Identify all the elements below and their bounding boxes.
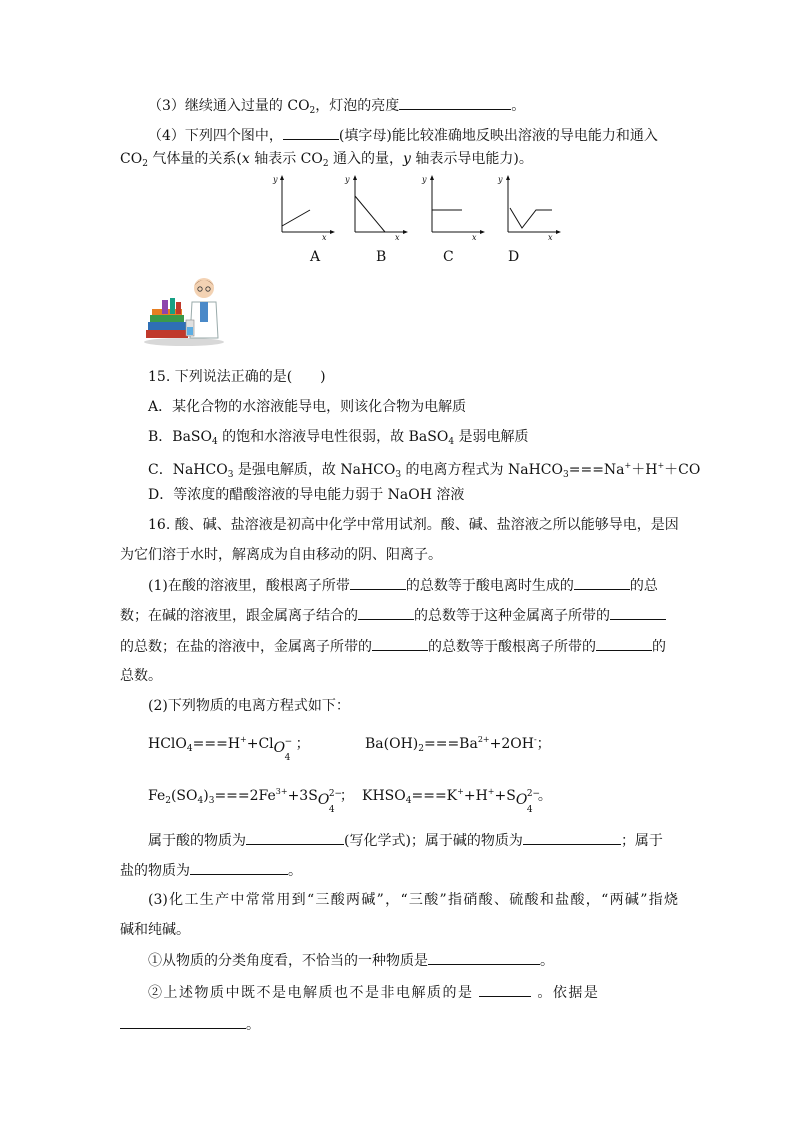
ion-stack [317, 786, 343, 815]
option-text: ＋H [631, 462, 658, 478]
q16-p1-line2 [120, 605, 666, 626]
subscript: 3 [208, 796, 215, 806]
superscript: + [240, 735, 247, 744]
q16-p2-line2 [120, 860, 302, 881]
graph-label-c: C [443, 249, 454, 265]
subscript: 2 [309, 106, 316, 116]
q16-p2-head: (2)下列物质的电离方程式如下： [148, 698, 350, 714]
q4-text: 气体量的关系( [147, 151, 242, 167]
q4-text: (填字母)能比较准确地反映出溶液的导电能力和通入 [338, 128, 658, 144]
var-y: y [403, 151, 411, 167]
equation-hclo4 [148, 730, 310, 763]
q4-text: CO [120, 151, 143, 167]
equation-fe2so43 [148, 782, 354, 815]
axis-y-label: y [422, 175, 427, 184]
axis-x-label: x [322, 233, 327, 242]
q16-text: 的 [652, 639, 666, 655]
q3-line [148, 95, 525, 121]
eq-text: Fe [148, 788, 166, 804]
eq-text: ； [536, 736, 551, 752]
graph-c [421, 175, 485, 242]
option-text: ＋CO [664, 462, 701, 478]
ion-letter: O [317, 792, 330, 808]
q4-line2 [120, 149, 533, 174]
subscript: 4 [212, 437, 218, 447]
answer-blank[interactable] [246, 830, 344, 845]
superscript: + [457, 787, 464, 796]
q15-option-b[interactable] [148, 427, 529, 452]
q4-text: 轴表示 CO [249, 151, 323, 167]
answer-blank[interactable] [574, 575, 630, 590]
q16-text: 。依据是 [537, 985, 600, 1001]
q16-text: ；属于 [620, 833, 663, 849]
q16-p1-line1 [148, 575, 658, 596]
answer-blank[interactable] [479, 982, 531, 997]
eq-text: +3S [287, 788, 318, 804]
subscript: 4 [197, 796, 204, 806]
eq-text: +Cl [246, 736, 274, 752]
q16-p3-q2 [148, 982, 678, 1003]
ion-letter: O [515, 792, 528, 808]
answer-blank[interactable] [350, 575, 406, 590]
option-text: ===Na [568, 462, 625, 478]
graph-b [344, 175, 408, 242]
eq-text: ===Ba [423, 736, 478, 752]
q16-text: 的总数；在盐的溶液中，金属离子所带的 [120, 639, 372, 655]
q16-text: (写化学式)；属于碱的物质为 [344, 833, 523, 849]
axis-y-label: y [345, 175, 350, 184]
answer-blank[interactable] [399, 95, 511, 110]
period: 。 [511, 98, 526, 114]
subscript: 2 [165, 796, 171, 806]
q16-text: 。 [246, 1017, 260, 1033]
subscript: 4 [405, 796, 412, 806]
answer-blank[interactable] [428, 950, 540, 965]
q16-text: ②上述物质中既不是电解质也不是非电解质的是 [148, 985, 474, 1001]
eq-text: 。 [537, 788, 552, 804]
answer-blank[interactable] [523, 830, 621, 845]
eq-text: +H [463, 788, 488, 804]
eq-text: ===K [411, 788, 458, 804]
subscript: 3 [227, 470, 234, 480]
q16-text: ①从物质的分类角度看，不恰当的一种物质是 [148, 953, 428, 969]
option-text: B．BaSO [148, 429, 212, 445]
subscript: 2 [142, 159, 148, 169]
graph-label-a: A [310, 249, 321, 265]
superscript: 3+ [275, 787, 288, 796]
q4-text: 通入的量， [328, 151, 404, 167]
superscript: + [657, 461, 665, 470]
option-text: 是强电解质，故 NaHCO [233, 462, 396, 478]
eq-text: ===H [192, 736, 241, 752]
axis-x-label: x [472, 233, 477, 242]
eq-text: +S [494, 788, 516, 804]
axis-x-label: x [548, 233, 553, 242]
subscript: 4 [186, 744, 193, 754]
subscript: 3 [395, 470, 402, 480]
subscript: 2 [418, 744, 424, 754]
q4-text: （4）下列四个图中， [148, 128, 283, 144]
q16-text: 的总数等于酸电离时生成的 [405, 578, 574, 594]
option-text: 是弱电解质 [454, 429, 529, 445]
answer-blank[interactable] [358, 605, 414, 620]
answer-blank[interactable] [610, 605, 666, 620]
eq-text: KHSO [362, 788, 406, 804]
q16-p1-line3 [120, 636, 666, 657]
ion-stack [515, 786, 541, 815]
superscript: + [624, 461, 632, 470]
ion-letter: O [273, 740, 286, 756]
equation-khso4 [362, 782, 552, 815]
subscript: 4 [448, 437, 455, 447]
option-text: C．NaHCO [148, 462, 228, 478]
eq-text: (SO [170, 788, 198, 804]
q16-text: (1)在酸的溶液里，酸根离子所带 [148, 578, 350, 594]
answer-blank[interactable] [283, 125, 339, 140]
q4-text: 轴表示导电能力)。 [410, 151, 533, 167]
q16-text: 。 [288, 863, 302, 879]
graph-d [497, 175, 561, 242]
eq-text: HClO [148, 736, 187, 752]
answer-blank[interactable] [190, 860, 288, 875]
graph-label-b: B [376, 249, 387, 265]
q15-option-a[interactable]: A．某化合物的水溶液能导电，则该化合物为电解质 [148, 399, 467, 415]
superscript: + [487, 787, 495, 796]
q15-stem: 15. 下列说法正确的是( ) [148, 369, 326, 385]
q16-text: 。 [540, 953, 554, 969]
q16-text: 的总 [629, 578, 658, 594]
q3-text: ，灯泡的亮度 [315, 98, 400, 114]
q16-p3-line1: (3)化工生产中常常用到“三酸两碱”，“三酸”指硝酸、硫酸和盐酸，“两碱”指烧 [148, 892, 678, 908]
q16-text: 数；在碱的溶液里，跟金属离子结合的 [120, 608, 358, 624]
q3-text: （3）继续通入过量的 CO [148, 98, 310, 114]
subscript: 3 [563, 470, 569, 480]
ion-subscript: 4 [284, 753, 291, 763]
q15-option-d[interactable]: D．等浓度的醋酸溶液的导电能力弱于 NaOH 溶液 [148, 487, 465, 503]
eq-text: ) [203, 788, 209, 804]
ion-charge: 2− [526, 789, 541, 799]
eq-text: ； [295, 736, 310, 752]
q16-p3-q1 [148, 950, 554, 971]
eq-text: ===2Fe [214, 788, 276, 804]
axis-x-label: x [395, 233, 400, 242]
scientist-books-clipart [142, 272, 228, 346]
q16-text: 的总数等于这种金属离子所带的 [414, 608, 610, 624]
superscript: - [533, 735, 537, 744]
q16-text: 属于酸的物质为 [148, 833, 246, 849]
q16-p1-line4: 总数。 [120, 668, 162, 684]
ion-charge: 2− [328, 789, 343, 799]
subscript: 2 [322, 159, 329, 169]
ion-charge: − [284, 737, 293, 747]
var-x: x [241, 151, 250, 167]
eq-text: Ba(OH) [365, 736, 419, 752]
ion-stack [273, 734, 296, 763]
q16-p3-q2-cont [120, 1014, 260, 1035]
q16-text: 盐的物质为 [120, 863, 190, 879]
ion-subscript: 4 [526, 805, 533, 815]
q16-p2-line1 [148, 830, 663, 851]
axis-y-label: y [498, 175, 503, 184]
option-text: 的电离方程式为 NaHCO [401, 462, 563, 478]
q16-intro-line2: 为它们溶于水时，解离成为自由移动的阴、阳离子。 [120, 547, 442, 563]
q16-text: 的总数等于酸根离子所带的 [428, 639, 596, 655]
graph-a [272, 175, 335, 242]
answer-blank[interactable] [372, 636, 428, 651]
eq-text: +2OH [489, 736, 534, 752]
ion-subscript: 4 [328, 805, 335, 815]
graph-options [270, 172, 570, 242]
superscript: 2+ [477, 735, 490, 744]
option-text: 的饱和水溶液导电性很弱，故 BaSO [217, 429, 449, 445]
q4-line1 [148, 125, 658, 146]
answer-blank[interactable] [120, 1014, 246, 1029]
q16-p3-line2: 碱和纯碱。 [120, 922, 190, 938]
q16-intro-line1: 16. 酸、碱、盐溶液是初高中化学中常用试剂。酸、碱、盐溶液之所以能够导电，是因 [148, 517, 679, 533]
q15-option-c[interactable] [148, 456, 700, 485]
answer-blank[interactable] [596, 636, 652, 651]
equation-baoh2 [365, 730, 551, 759]
graph-label-d: D [508, 249, 520, 265]
axis-y-label: y [273, 175, 278, 184]
eq-text: ； [339, 788, 354, 804]
